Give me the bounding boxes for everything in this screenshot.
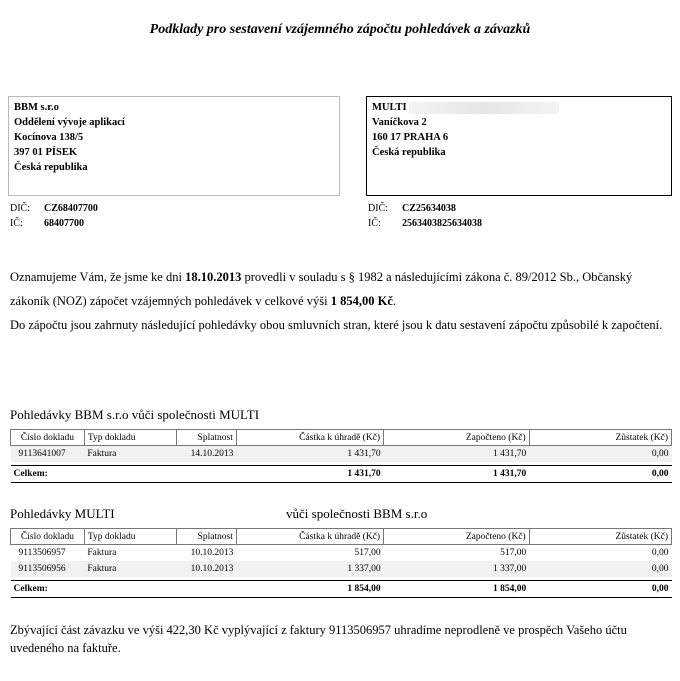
recipient-ic: 2563403825634038 [402,218,482,229]
sender-address-box [8,96,340,196]
intro-text-3: . [392,294,396,308]
col-header: Zůstatek (Kč) [529,529,671,545]
section1-title: Pohledávky BBM s.r.o vůči společnosti MULTI [10,407,260,422]
offset-value: 1 337,00 [384,561,530,577]
document-title: Podklady pro sestavení vzájemného zápočtu pohledávek a závazků [149,22,531,37]
recipient-name: MULTI [372,102,407,113]
doc-number: 9113641007 [11,446,85,463]
sender-ids [10,201,98,231]
balance: 0,00 [529,561,671,577]
recipient-country: Česká republika [372,147,446,158]
offset-date: 18.10.2013 [185,270,242,284]
col-header: Částka k úhradě (Kč) [236,529,383,545]
sender-ic-label: IČ: [10,218,23,229]
doc-type: Faktura [84,561,176,577]
balance: 0,00 [529,446,671,463]
total-amount-due: 1 431,70 [236,466,383,483]
recipient-dic-label: DIČ: [368,203,388,214]
offset-value: 517,00 [500,548,527,558]
total-offset: 1 854,00 [384,581,530,598]
recipient-city: 160 17 PRAHA 6 [372,132,449,143]
section2-table [10,528,672,598]
redacted-area [409,102,559,114]
doc-type: Faktura [87,548,117,558]
amount-due: 517,00 [354,548,381,558]
total-balance: 0,00 [529,581,671,598]
section2-title [10,506,428,522]
section1-table [10,429,672,483]
col-header: Typ dokladu [84,529,176,545]
doc-number: 9113506957 [18,548,66,558]
due-date: 10.10.2013 [176,561,236,577]
col-header: Splatnost [176,529,236,545]
recipient-street: Vaníčkova 2 [372,117,427,128]
recipient-address-box [366,96,672,196]
total-row [11,466,672,483]
recipient-ic-label: IČ: [368,218,381,229]
table-header-row [11,529,672,545]
total-row [11,581,672,598]
sender-dic: CZ68407700 [44,203,98,214]
col-header: Číslo dokladu [11,430,85,446]
total-balance: 0,00 [529,466,671,483]
col-header: Zůstatek (Kč) [529,430,671,446]
intro-text-1: Oznamujeme Vám, že jsme ke dni [10,270,186,284]
intro-paragraph [10,265,670,337]
table-row [11,545,672,562]
sender-country: Česká republika [14,162,88,173]
total-offset: 1 431,70 [384,466,530,483]
sender-city: 397 01 PÍSEK [14,147,78,158]
col-header: Číslo dokladu [11,529,85,545]
col-header: Splatnost [176,430,236,446]
offset-value: 1 431,70 [384,446,530,463]
table-row [11,561,672,577]
col-header: Započteno (Kč) [384,529,530,545]
recipient-dic: CZ25634038 [402,203,456,214]
sender-department: Oddělení vývoje aplikací [14,117,125,128]
sender-dic-label: DIČ: [10,203,30,214]
col-header: Započteno (Kč) [384,430,530,446]
col-header: Typ dokladu [84,430,176,446]
intro-text-line2: Do zápočtu jsou zahrnuty následující pohledávky obou smluvních stran, které jsou k datu sestavení zápočtu způsobilé k započtení. [10,318,663,332]
intro-text-2: provedli v souladu s § 1982 a následujícími zákona č. 89/2012 Sb., Občanský zákoník (NOZ) zápočet vzájemných pohledávek v celkové výši [10,270,633,308]
offset-amount: 1 854,00 Kč [330,294,393,308]
doc-type: Faktura [84,446,176,463]
amount-due: 1 337,00 [236,561,383,577]
section2-title-left: Pohledávky MULTI [10,506,115,521]
sender-name: BBM s.r.o [14,102,59,113]
table-header-row [11,430,672,446]
section2-title-right: vůči společnosti BBM s.r.o [286,506,428,521]
sender-street: Kocínova 138/5 [14,132,84,143]
due-date: 14.10.2013 [176,446,236,463]
table-row [11,446,672,463]
amount-due: 1 431,70 [236,446,383,463]
doc-number: 9113506956 [11,561,85,577]
total-label: Celkem: [11,581,237,598]
col-header: Částka k úhradě (Kč) [236,430,383,446]
balance: 0,00 [651,548,669,558]
total-amount-due: 1 854,00 [236,581,383,598]
sender-ic: 68407700 [44,218,84,229]
closing-paragraph: Zbývající část závazku ve výši 422,30 Kč vyplývající z faktury 9113506957 uhradíme neprodleně ve prospěch Vašeho účtu uvedeného na faktuře. [10,623,627,655]
recipient-ids [368,201,482,231]
due-date: 10.10.2013 [190,548,234,558]
total-label: Celkem: [11,466,237,483]
